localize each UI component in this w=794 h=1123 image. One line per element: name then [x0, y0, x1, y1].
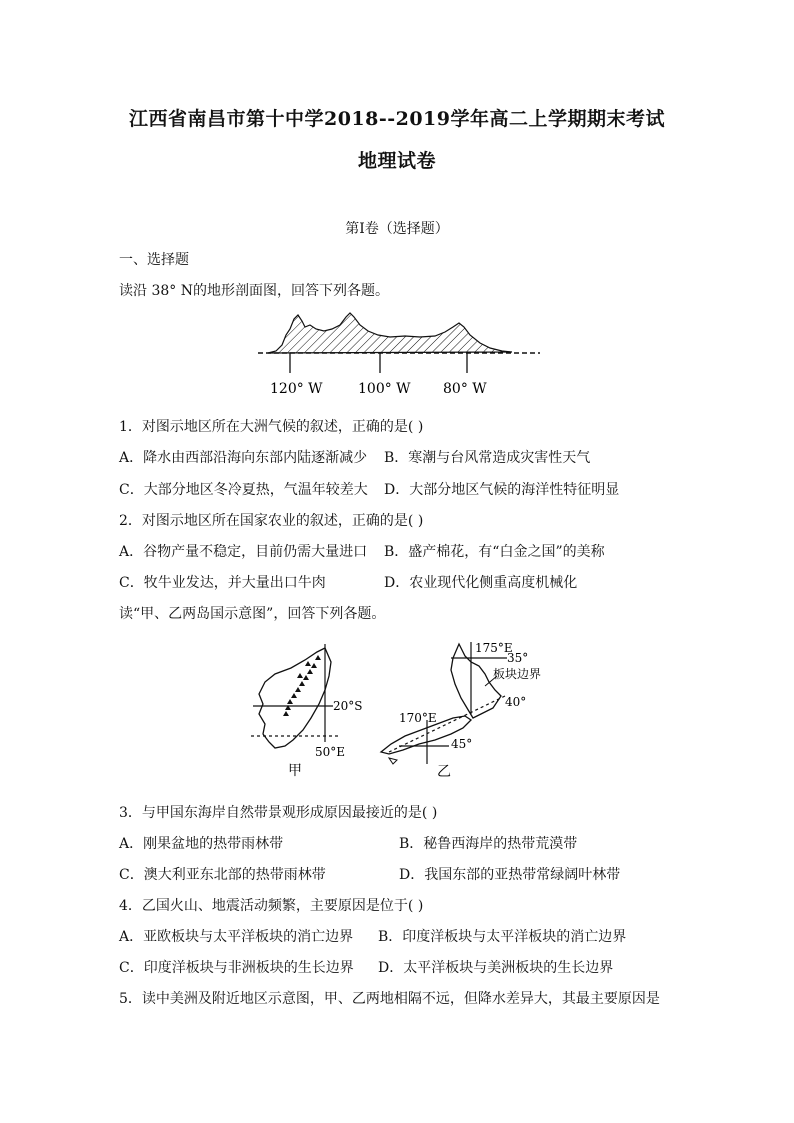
mountain-symbols [283, 655, 321, 716]
q1-option-b: B．寒潮与台风常造成灾害性天气 [384, 450, 591, 466]
lat-label-35: 35° [507, 651, 529, 665]
q2-option-d: D．农业现代化侧重高度机械化 [384, 575, 578, 591]
terrain-profile-shape [268, 313, 512, 353]
q4-stem: 4．乙国火山、地震活动频繁，主要原因是位于( ) [119, 898, 424, 914]
lon-label-175e: 175°E [475, 641, 513, 655]
terrain-profile-figure [250, 305, 550, 400]
q2-option-a: A．谷物产量不稳定，目前仍需大量进口 [119, 544, 368, 560]
group1-intro: 读沿 38° N的地形剖面图，回答下列各题。 [119, 283, 389, 299]
q3-stem: 3．与甲国东海岸自然带景观形成原因最接近的是( ) [119, 805, 438, 821]
q2-option-b: B．盛产棉花，有“白金之国”的美称 [384, 544, 605, 560]
group2-intro: 读“甲、乙两岛国示意图”，回答下列各题。 [119, 606, 386, 622]
lon-label-120w: 120° W [270, 381, 323, 397]
exam-title-line1: 江西省南昌市第十中学2018--2019学年高二上学期期末考试 [128, 108, 666, 130]
lon-label-50e: 50°E [315, 745, 346, 759]
lat-label-20s: 20°S [333, 699, 363, 713]
part-heading: 一、选择题 [119, 252, 189, 268]
q3-option-d: D．我国东部的亚热带常绿阔叶林带 [399, 867, 621, 883]
q3-option-a: A．刚果盆地的热带雨林带 [119, 836, 284, 852]
map-name-jia: 甲 [288, 763, 302, 779]
q1-option-c: C．大部分地区冬冷夏热，气温年较差大 [119, 482, 368, 498]
island-map-jia [245, 638, 375, 780]
q5-stem: 5．读中美洲及附近地区示意图，甲、乙两地相隔不远，但降水差异大，其最主要原因是 [119, 991, 660, 1007]
map-name-yi: 乙 [437, 764, 451, 780]
lat-label-40: 40° [505, 695, 527, 709]
lon-label-100w: 100° W [358, 381, 411, 397]
lon-label-170e: 170°E [399, 711, 437, 725]
q2-option-c: C．牧牛业发达，并大量出口牛肉 [119, 575, 326, 591]
q4-option-d: D．太平洋板块与美洲板块的生长边界 [378, 960, 614, 976]
q1-stem: 1．对图示地区所在大洲气候的叙述，正确的是( ) [119, 419, 424, 435]
q4-option-a: A．亚欧板块与太平洋板块的消亡边界 [119, 929, 354, 945]
q4-option-c: C．印度洋板块与非洲板块的生长边界 [119, 960, 354, 976]
north-island-outline [451, 644, 501, 718]
plate-boundary-label: 板块边界 [493, 667, 542, 681]
q2-stem: 2．对图示地区所在国家农业的叙述，正确的是( ) [119, 513, 424, 529]
island-map-yi [375, 636, 555, 782]
exam-title-line2: 地理试卷 [357, 150, 436, 172]
volume-heading: 第I卷（选择题） [345, 221, 449, 237]
q1-option-a: A．降水由西部沿海向东部内陆逐渐减少 [119, 450, 368, 466]
q3-option-c: C．澳大利亚东北部的热带雨林带 [119, 867, 326, 883]
q1-option-d: D．大部分地区气候的海洋性特征明显 [384, 482, 620, 498]
q3-option-b: B．秘鲁西海岸的热带荒漠带 [399, 836, 578, 852]
lat-label-45: 45° [451, 737, 473, 751]
lon-label-80w: 80° W [443, 381, 487, 397]
q4-option-b: B．印度洋板块与太平洋板块的消亡边界 [378, 929, 627, 945]
